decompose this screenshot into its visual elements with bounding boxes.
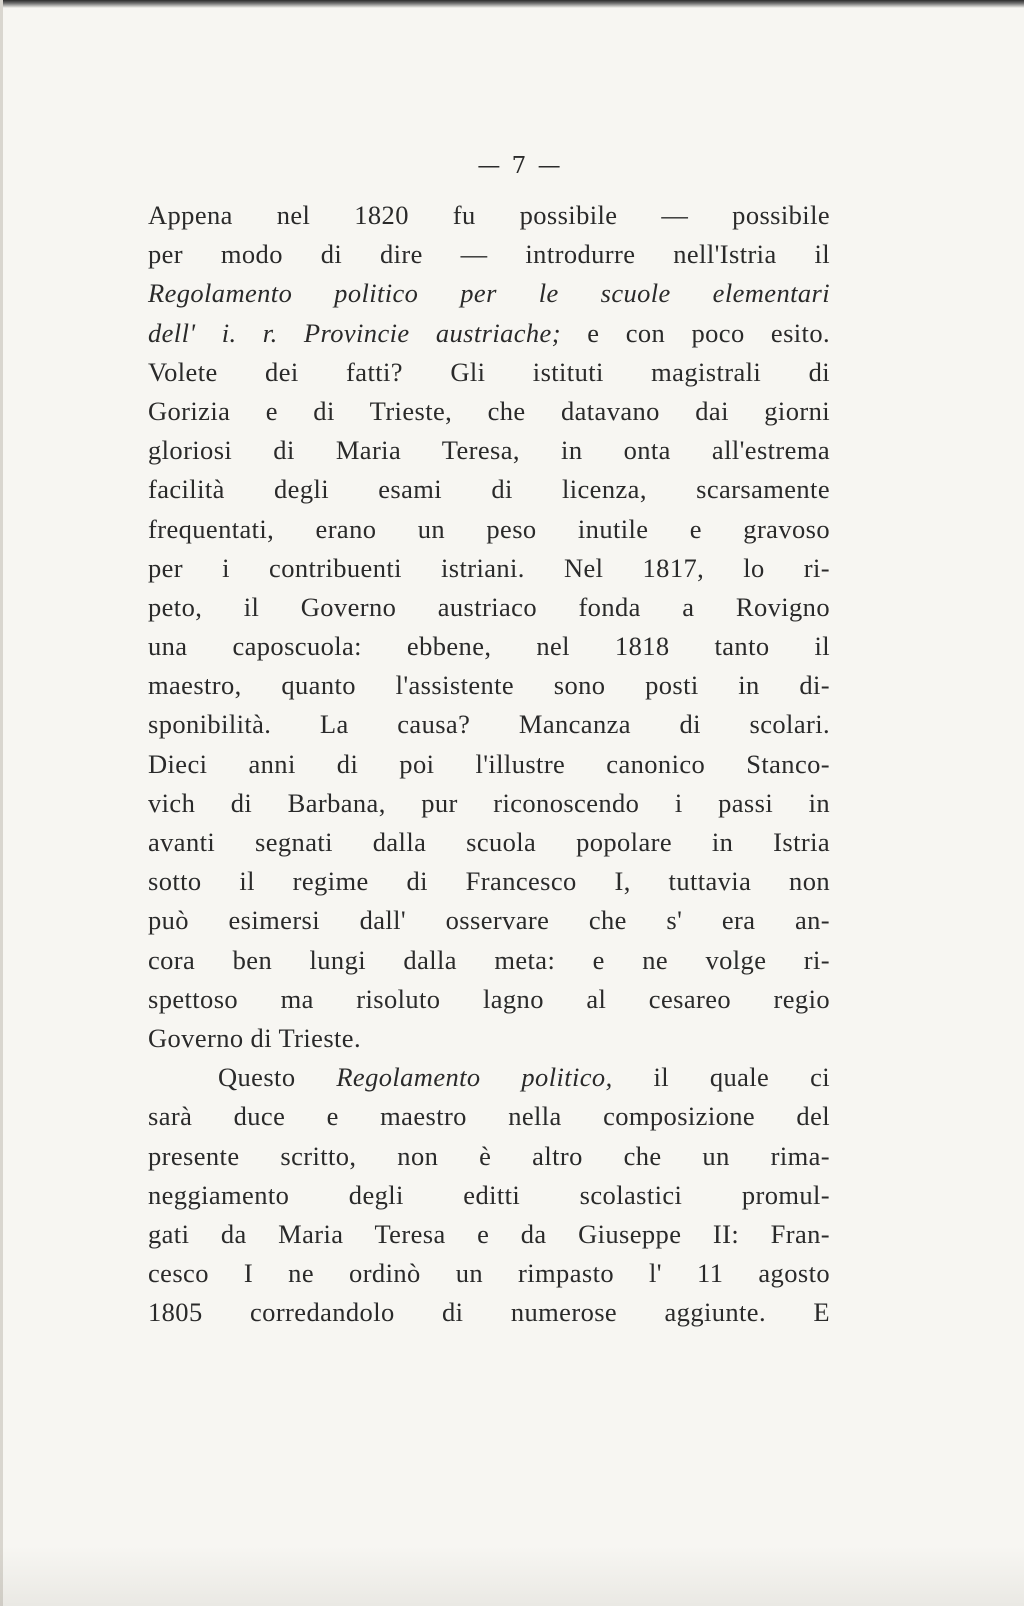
- text-line: [148, 588, 830, 627]
- text-line: [148, 431, 830, 470]
- text-line: [148, 1058, 830, 1097]
- text-line: [148, 235, 830, 274]
- text-line: [148, 1019, 830, 1058]
- text-run: frequentati, erano un peso inutile e gravoso: [148, 513, 830, 544]
- text-line: [148, 666, 830, 705]
- text-line: [148, 1097, 830, 1136]
- text-line: [148, 823, 830, 862]
- page-number: — 7 —: [477, 153, 563, 179]
- text-line: [148, 196, 830, 235]
- text-line: [148, 470, 830, 509]
- text-run: e con poco esito.: [560, 317, 830, 348]
- text-run: può esimersi dall' osservare che s' era an-: [148, 905, 830, 936]
- text-line: [148, 353, 830, 392]
- page-bottom-shadow: [0, 1546, 1024, 1606]
- text-line: [148, 901, 830, 940]
- text-line: [148, 314, 830, 353]
- text-run: sotto il regime di Francesco I, tuttavia non: [148, 866, 830, 897]
- text-run: facilità degli esami di licenza, scarsamente: [148, 474, 830, 505]
- italic-text: Regolamento politico,: [336, 1062, 613, 1093]
- page-left-edge: [0, 0, 3, 1606]
- text-run: Dieci anni di poi l'illustre canonico Stanco-: [148, 748, 830, 779]
- text-line: [148, 549, 830, 588]
- text-line: [148, 980, 830, 1019]
- text-run: peto, il Governo austriaco fonda a Rovigno: [148, 591, 830, 622]
- page-top-edge: [0, 0, 1024, 8]
- text-run: gloriosi di Maria Teresa, in onta all'estrema: [148, 435, 830, 466]
- text-run: Questo: [218, 1062, 337, 1093]
- text-run: sponibilità. La causa? Mancanza di scolari.: [148, 709, 830, 740]
- text-line: [148, 784, 830, 823]
- text-run: Appena nel 1820 fu possibile — possibile: [148, 200, 830, 230]
- text-line: [148, 745, 830, 784]
- text-line: [148, 1176, 830, 1215]
- text-run: il quale ci: [612, 1062, 830, 1093]
- text-run: gati da Maria Teresa e da Giuseppe II: Fran-: [148, 1218, 830, 1249]
- text-run: avanti segnati dalla scuola popolare in Istria: [148, 827, 830, 857]
- text-line: [148, 1215, 830, 1254]
- text-run: neggiamento degli editti scolastici promul-: [148, 1179, 830, 1210]
- italic-text: Regolamento politico per le scuole elementari: [148, 278, 830, 309]
- text-line: [148, 862, 830, 901]
- text-run: cesco I ne ordinò un rimpasto l' 11 agosto: [148, 1258, 830, 1289]
- text-run: Volete dei fatti? Gli istituti magistrali di: [148, 356, 830, 387]
- body-text: [148, 196, 830, 1332]
- text-run: per i contribuenti istriani. Nel 1817, lo ri-: [148, 552, 830, 583]
- text-line: [148, 627, 830, 666]
- text-run: Gorizia e di Trieste, che datavano dai giorni: [148, 395, 830, 426]
- text-run: cora ben lungi dalla meta: e ne volge ri-: [148, 944, 830, 975]
- text-run: maestro, quanto l'assistente sono posti in di-: [148, 670, 830, 701]
- text-run: presente scritto, non è altro che un rima-: [148, 1140, 830, 1171]
- text-line: [148, 392, 830, 431]
- text-run: una caposcuola: ebbene, nel 1818 tanto il: [148, 631, 830, 662]
- text-line: [148, 1293, 830, 1332]
- text-line: [148, 941, 830, 980]
- paragraph: [148, 1058, 830, 1332]
- text-run: Governo di Trieste.: [148, 1022, 361, 1053]
- text-run: 1805 corredandolo di numerose aggiunte. E: [148, 1297, 830, 1328]
- text-line: [148, 274, 830, 313]
- paragraph: [148, 196, 830, 1058]
- italic-text: dell' i. r. Provincie austriache;: [148, 317, 561, 348]
- text-run: sarà duce e maestro nella composizione del: [148, 1101, 830, 1132]
- text-line: [148, 705, 830, 744]
- text-run: vich di Barbana, pur riconoscendo i passi in: [148, 787, 830, 818]
- text-run: spettoso ma risoluto lagno al cesareo regio: [148, 983, 830, 1014]
- text-line: [148, 1254, 830, 1293]
- text-run: per modo di dire — introdurre nell'Istria il: [148, 239, 830, 270]
- text-line: [148, 1137, 830, 1176]
- text-line: [148, 510, 830, 549]
